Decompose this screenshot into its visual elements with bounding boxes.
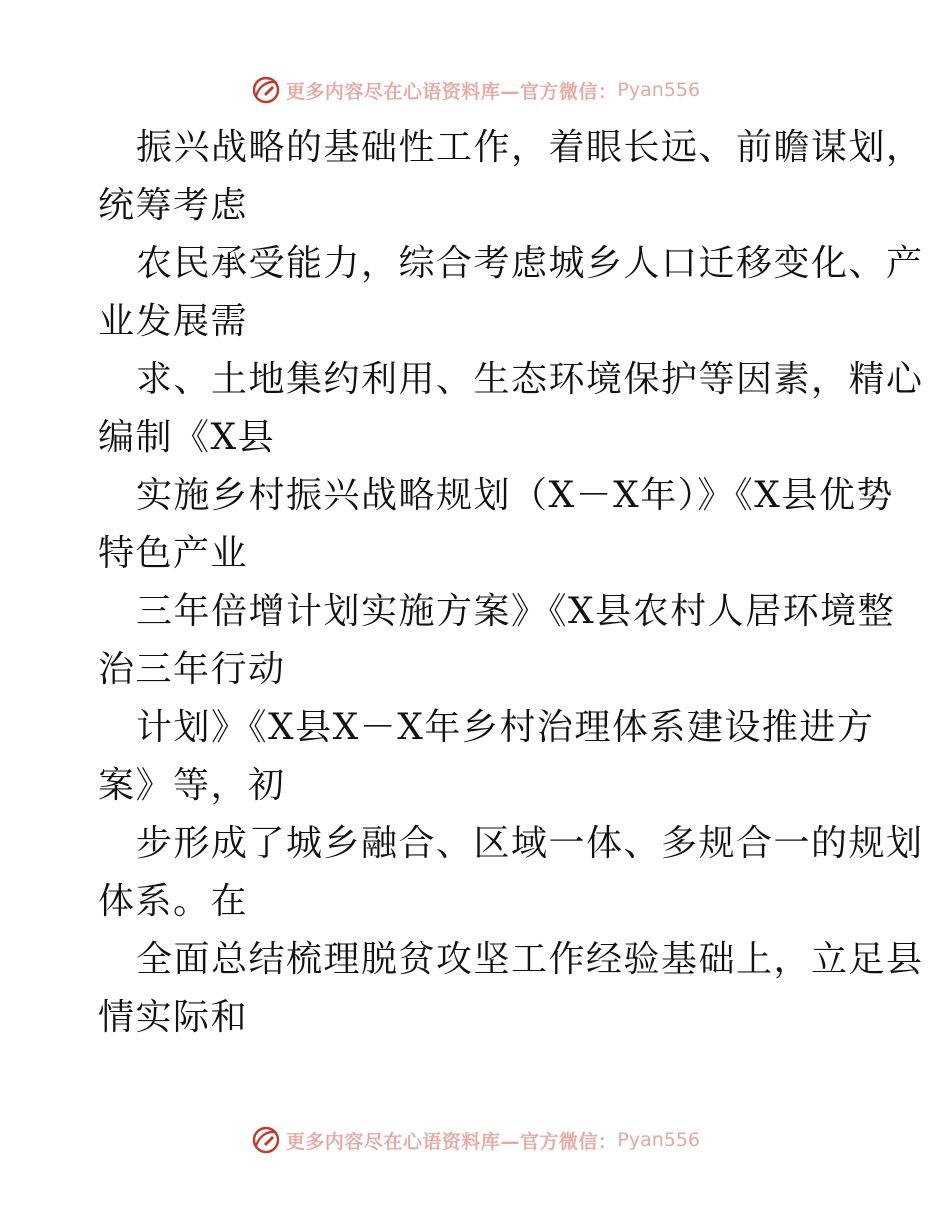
body-line: 三年倍增计划实施方案》《X县农村人居环境整	[136, 591, 896, 632]
body-line: 实施乡村振兴战略规划（X－X年）》《X县优势	[136, 475, 894, 516]
header-banner	[0, 73, 950, 107]
header-banner-text: 更多内容尽在心语资料库—官方微信：	[285, 80, 618, 103]
body-line: 统筹考虑	[98, 185, 249, 226]
body-line: 农民承受能力，综合考虑城乡人口迁移变化、产	[136, 243, 924, 284]
body-line: 情实际和	[98, 997, 249, 1038]
body-line: 全面总结梳理脱贫攻坚工作经验基础上，立足县	[136, 939, 924, 980]
header-wechat-id: Pyan556	[617, 79, 701, 101]
footer-banner-text: 更多内容尽在心语资料库—官方微信：	[285, 1130, 618, 1153]
body-line: 治三年行动	[98, 649, 286, 690]
body-line: 振兴战略的基础性工作，着眼长远、前瞻谋划，	[136, 127, 924, 168]
body-line: 特色产业	[98, 533, 249, 574]
footer-banner	[0, 1123, 950, 1157]
body-line: 案》等，初	[98, 765, 286, 806]
document-body	[98, 119, 924, 1047]
pen-nib-circle-logo-icon	[250, 1124, 282, 1156]
body-line: 编制《X县	[98, 417, 276, 458]
body-line: 体系。在	[98, 881, 249, 922]
pen-nib-circle-logo-icon	[250, 74, 282, 106]
body-line: 步形成了城乡融合、区域一体、多规合一的规划	[136, 823, 924, 864]
body-line: 业发展需	[98, 301, 249, 342]
body-line: 计划》《X县X－X年乡村治理体系建设推进方	[136, 707, 875, 748]
body-line: 求、土地集约利用、生态环境保护等因素，精心	[136, 359, 924, 400]
footer-wechat-id: Pyan556	[617, 1129, 701, 1151]
